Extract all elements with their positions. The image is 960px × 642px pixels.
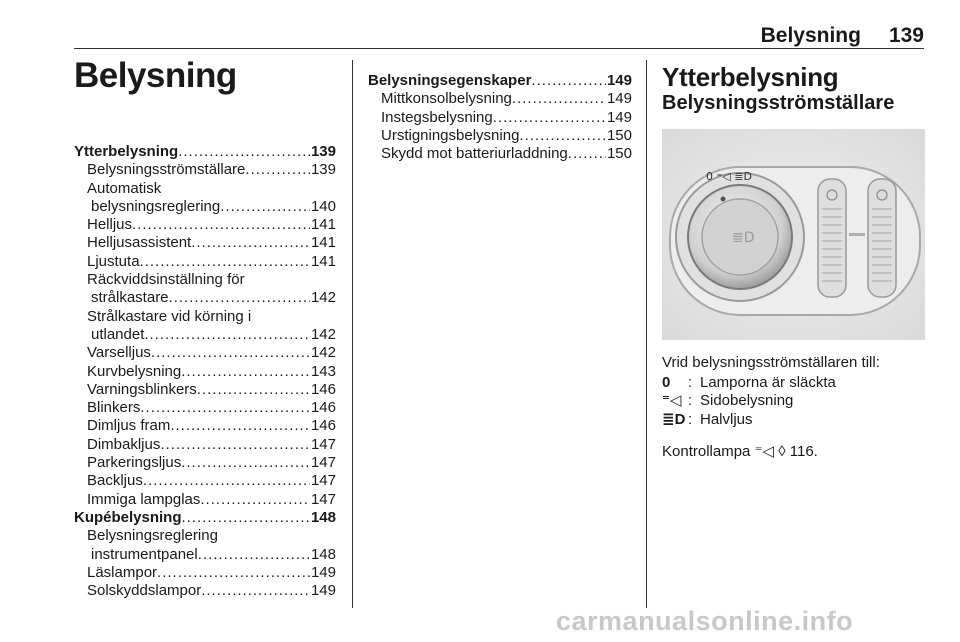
toc-leader-dots bbox=[143, 472, 310, 490]
symbol-list bbox=[662, 374, 932, 430]
toc-page-number: 149 bbox=[606, 72, 632, 89]
sidelight-icon: ⁼◁ bbox=[754, 443, 775, 461]
header-rule bbox=[74, 48, 924, 49]
toc-entry-label: Belysningsegenskaper bbox=[368, 72, 532, 89]
page-reference: ◊ 116. bbox=[778, 443, 818, 461]
toc-entry[interactable] bbox=[74, 582, 336, 600]
symbol-row bbox=[662, 392, 932, 411]
chapter-title: Belysning bbox=[74, 56, 237, 95]
section-subheading: Belysningsströmställare bbox=[662, 92, 895, 115]
toc-entry-label: Mittkonsolbelysning bbox=[381, 90, 512, 108]
toc-entry[interactable] bbox=[74, 491, 336, 509]
toc-leader-dots bbox=[151, 344, 310, 362]
toc-entry-label: utlandet bbox=[91, 325, 145, 343]
toc-page-number: 147 bbox=[310, 490, 336, 508]
toc-entry[interactable] bbox=[74, 454, 336, 472]
symbol-row bbox=[662, 374, 932, 393]
toc-leader-dots bbox=[182, 509, 310, 527]
toc-leader-dots bbox=[198, 546, 310, 564]
symbol-row bbox=[662, 411, 932, 430]
toc-entry[interactable] bbox=[74, 289, 336, 307]
toc-leader-dots bbox=[170, 417, 310, 435]
toc-entry[interactable] bbox=[74, 363, 336, 381]
svg-text:≣D: ≣D bbox=[732, 229, 755, 246]
toc-page-number: 146 bbox=[310, 380, 336, 398]
toc-leader-dots bbox=[512, 90, 606, 108]
toc-entry-label: Varselljus bbox=[87, 344, 151, 362]
toc-page-number: 141 bbox=[310, 252, 336, 270]
toc-entry-label: Skydd mot batteriurladdning bbox=[381, 145, 568, 163]
toc-entry[interactable] bbox=[74, 546, 336, 564]
toc-page-number: 146 bbox=[310, 399, 336, 417]
toc-page-number: 149 bbox=[606, 90, 632, 108]
toc-page-number: 142 bbox=[310, 325, 336, 343]
toc-entry[interactable] bbox=[74, 161, 336, 179]
toc-page-number: 141 bbox=[310, 216, 336, 234]
watermark: carmanualsonline.info bbox=[556, 606, 854, 636]
indicator-note bbox=[662, 443, 932, 461]
toc-entry-label: strålkastare bbox=[91, 289, 169, 307]
toc-entry[interactable] bbox=[368, 90, 632, 108]
separator: : bbox=[688, 410, 693, 428]
toc-page-number: 148 bbox=[310, 508, 336, 526]
toc-leader-dots bbox=[519, 127, 606, 145]
toc-entry[interactable] bbox=[74, 436, 336, 454]
toc-leader-dots bbox=[140, 399, 310, 417]
toc-page-number: 142 bbox=[310, 289, 336, 307]
toc-page-number: 148 bbox=[310, 545, 336, 563]
toc-entry[interactable] bbox=[74, 344, 336, 362]
toc-entry-label: Dimbakljus bbox=[87, 435, 161, 453]
instruction-text: Vrid belysningsströmställaren till: bbox=[662, 353, 880, 371]
toc-entry-label: Helljusassistent bbox=[87, 234, 192, 252]
toc-entry-label: Immiga lampglas bbox=[87, 490, 201, 508]
symbol-label: Sidobelysning bbox=[700, 392, 794, 410]
toc-entry[interactable] bbox=[74, 417, 336, 435]
toc-entry[interactable]: Räckviddsinställning för bbox=[87, 271, 245, 289]
toc-leader-dots bbox=[197, 381, 310, 399]
toc-entry[interactable] bbox=[74, 216, 336, 234]
toc-entry[interactable] bbox=[74, 198, 336, 216]
separator: : bbox=[688, 392, 693, 410]
toc-section-entry[interactable] bbox=[368, 72, 632, 90]
section-heading: Ytterbelysning bbox=[662, 62, 839, 92]
toc-entry[interactable]: Belysningsreglering bbox=[87, 527, 218, 545]
toc-section-entry[interactable] bbox=[74, 143, 336, 161]
toc-column-1 bbox=[74, 143, 336, 600]
toc-entry[interactable] bbox=[368, 145, 632, 163]
toc-leader-dots bbox=[568, 145, 606, 163]
toc-leader-dots bbox=[181, 454, 310, 472]
toc-page-number: 149 bbox=[310, 582, 336, 600]
light-switch-illustration bbox=[662, 129, 925, 340]
toc-entry-label: Belysningsströmställare bbox=[87, 161, 246, 179]
toc-leader-dots bbox=[181, 363, 310, 381]
separator: : bbox=[688, 373, 693, 391]
toc-leader-dots bbox=[160, 436, 310, 454]
toc-entry-label: Urstigningsbelysning bbox=[381, 126, 520, 144]
section-column bbox=[662, 62, 932, 462]
toc-entry-label: Kurvbelysning bbox=[87, 362, 182, 380]
note-prefix: Kontrollampa bbox=[662, 443, 751, 461]
toc-entry-label: Kupébelysning bbox=[74, 508, 182, 526]
toc-entry[interactable] bbox=[74, 399, 336, 417]
toc-entry[interactable] bbox=[74, 564, 336, 582]
toc-page-number: 139 bbox=[310, 143, 336, 160]
toc-leader-dots bbox=[201, 582, 310, 600]
toc-entry[interactable]: Automatisk bbox=[87, 179, 162, 197]
toc-entry[interactable] bbox=[74, 472, 336, 490]
toc-page-number: 149 bbox=[606, 108, 632, 126]
toc-entry-label: Blinkers bbox=[87, 399, 141, 417]
toc-page-number: 140 bbox=[310, 197, 336, 215]
toc-page-number: 147 bbox=[310, 454, 336, 472]
toc-page-number: 142 bbox=[310, 344, 336, 362]
page-number: 139 bbox=[888, 24, 924, 47]
toc-leader-dots bbox=[144, 326, 310, 344]
column-divider-2 bbox=[646, 60, 647, 608]
toc-entry[interactable]: Strålkastare vid körning i bbox=[87, 307, 252, 325]
toc-entry-label: belysningsreglering bbox=[91, 197, 221, 215]
toc-page-number: 143 bbox=[310, 362, 336, 380]
toc-page-number: 149 bbox=[310, 563, 336, 581]
toc-entry-label: Solskyddslampor bbox=[87, 582, 202, 600]
toc-entry-label: Helljus bbox=[87, 216, 133, 234]
light-switch-photo bbox=[662, 129, 925, 340]
toc-leader-dots bbox=[169, 289, 310, 307]
toc-entry[interactable] bbox=[74, 326, 336, 344]
toc-leader-dots bbox=[132, 216, 310, 234]
toc-entry[interactable] bbox=[74, 381, 336, 399]
toc-entry-label: Läslampor bbox=[87, 563, 158, 581]
toc-leader-dots bbox=[140, 253, 310, 271]
toc-entry-label: Backljus bbox=[87, 472, 143, 490]
toc-page-number: 147 bbox=[310, 472, 336, 490]
column-divider-1 bbox=[352, 60, 353, 608]
toc-page-number: 141 bbox=[310, 234, 336, 252]
toc-leader-dots bbox=[493, 109, 606, 127]
toc-entry[interactable] bbox=[74, 234, 336, 252]
toc-page-number: 150 bbox=[606, 126, 632, 144]
switch-position-marks: 0 ⁼◁ ≣D bbox=[706, 169, 752, 183]
toc-page-number: 147 bbox=[310, 435, 336, 453]
toc-leader-dots bbox=[191, 234, 310, 252]
light-symbol-icon: ⁼◁ bbox=[662, 392, 682, 410]
toc-entry[interactable] bbox=[368, 109, 632, 127]
toc-page-number: 146 bbox=[310, 417, 336, 435]
symbol-label: Lamporna är släckta bbox=[700, 373, 836, 391]
toc-entry[interactable] bbox=[368, 127, 632, 145]
toc-leader-dots bbox=[220, 198, 310, 216]
toc-page-number: 139 bbox=[310, 161, 336, 179]
toc-leader-dots bbox=[531, 72, 606, 90]
toc-entry-label: instrumentpanel bbox=[91, 545, 198, 563]
running-header bbox=[761, 24, 924, 48]
toc-entry-label: Ytterbelysning bbox=[74, 143, 179, 160]
toc-leader-dots bbox=[200, 491, 310, 509]
toc-leader-dots bbox=[157, 564, 310, 582]
toc-column-2 bbox=[368, 72, 632, 163]
toc-page-number: 150 bbox=[606, 145, 632, 163]
toc-entry-label: Varningsblinkers bbox=[87, 380, 197, 398]
symbol-label: Halvljus bbox=[700, 410, 753, 428]
toc-entry[interactable] bbox=[74, 253, 336, 271]
toc-entry-label: Dimljus fram bbox=[87, 417, 171, 435]
toc-leader-dots bbox=[178, 143, 310, 161]
light-symbol-icon: ≣D bbox=[662, 410, 686, 428]
toc-entry-label: Instegsbelysning bbox=[381, 108, 493, 126]
toc-entry-label: Parkeringsljus bbox=[87, 454, 182, 472]
light-symbol-icon: 0 bbox=[662, 373, 671, 391]
toc-leader-dots bbox=[245, 161, 310, 179]
toc-section-entry[interactable] bbox=[74, 509, 336, 527]
toc-entry-label: Ljustuta bbox=[87, 252, 140, 270]
header-title: Belysning bbox=[760, 24, 861, 47]
